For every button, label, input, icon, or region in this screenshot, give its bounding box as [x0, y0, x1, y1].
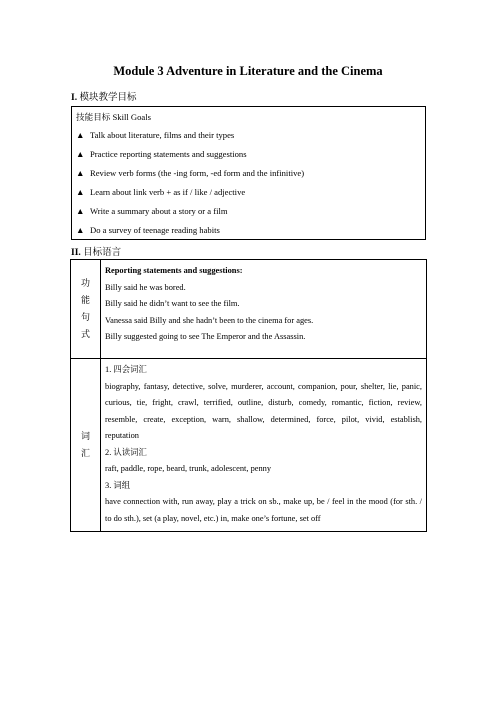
vocab-part3-heading: 3. 词组	[105, 480, 131, 490]
function-sentence: Billy suggested going to see The Emperor and the Assassin.	[105, 332, 306, 341]
triangle-bullet-icon: ▲	[76, 168, 85, 178]
section-1-heading	[71, 89, 136, 103]
skill-goal-item: ▲ Do a survey of teenage reading habits	[76, 225, 220, 235]
section-1-number: I.	[71, 93, 78, 103]
skill-goal-item: ▲ Write a summary about a story or a film	[76, 206, 228, 216]
target-language-table	[70, 259, 427, 532]
triangle-bullet-icon: ▲	[76, 225, 85, 235]
vocab-part3-text: have connection with, run away, play a trick on sb., make up, be / feel in the mood (for sth. / to do sth.), set (a play, novel, etc.) in, make one’s fortune, set off	[105, 497, 422, 523]
section-2-number: II.	[71, 248, 81, 258]
triangle-bullet-icon: ▲	[76, 187, 85, 197]
triangle-bullet-icon: ▲	[76, 130, 85, 140]
functions-row	[71, 260, 427, 359]
vocabulary-row	[71, 359, 427, 532]
skill-goal-item: ▲ Review verb forms (the -ing form, -ed form and the infinitive)	[76, 168, 305, 178]
vocab-part1-text: biography, fantasy, detective, solve, murderer, account, companion, pour, shelter, lie, panic, curious, tie, fright, crawl, terrified, outline, disturb, comedy, romantic, fiction, review, resemble, create, exception, warn, shallow, determined, force, pilot, vivid, establish, reputation	[105, 381, 422, 440]
triangle-bullet-icon: ▲	[76, 149, 85, 159]
function-sentence: Billy said he was bored.	[105, 282, 186, 292]
functions-label: 功 能 句 式	[71, 260, 101, 359]
skill-goals-header: 技能目标 Skill Goals	[76, 112, 151, 122]
skill-goal-item: ▲ Learn about link verb + as if / like / adjective	[76, 187, 246, 197]
functions-content	[101, 260, 427, 359]
vocab-part2-text: raft, paddle, rope, beard, trunk, adolescent, penny	[105, 464, 272, 473]
function-sentence: Vanessa said Billy and she hadn’t been to the cinema for ages.	[105, 315, 314, 325]
skill-goal-item: ▲ Talk about literature, films and their types	[76, 130, 235, 140]
function-sentence: Billy said he didn’t want to see the film.	[105, 299, 240, 308]
skill-goals-box	[71, 106, 426, 240]
functions-heading: Reporting statements and suggestions:	[105, 266, 243, 275]
vocab-part2-heading: 2. 认读词汇	[105, 447, 147, 457]
section-2-title: 目标语言	[83, 248, 122, 258]
section-1-title: 模块教学目标	[79, 93, 137, 103]
vocab-part1-heading: 1. 四会词汇	[105, 365, 147, 374]
vocabulary-content	[101, 359, 427, 532]
triangle-bullet-icon: ▲	[76, 206, 85, 216]
section-2-heading	[71, 244, 121, 258]
vocabulary-label: 词 汇	[71, 359, 101, 532]
skill-goal-item: ▲ Practice reporting statements and suggestions	[76, 149, 247, 159]
page-title: Module 3 Adventure in Literature and the Cinema	[113, 64, 383, 78]
